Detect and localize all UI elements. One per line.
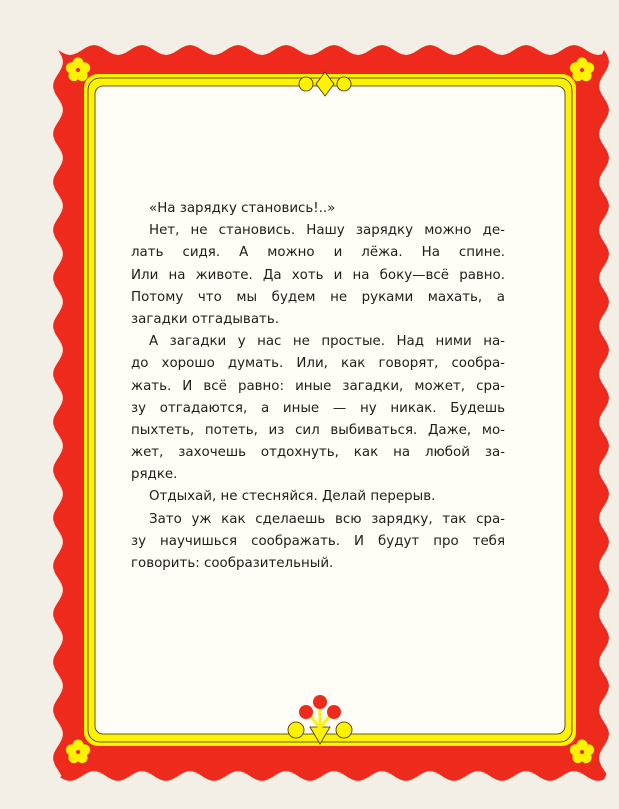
text-line: до хорошо думать. Или, как говорят, сообра-	[131, 356, 505, 372]
text-line: зу научишься соображать. И будут про тебя	[131, 533, 505, 549]
text-line: Потому что мы будем не руками махать, а	[131, 289, 505, 305]
text-line: пыхтеть, потеть, из сил выбиваться. Даже, мо-	[131, 422, 505, 438]
text-line: лать сидя. А можно и лёжа. На спине.	[131, 245, 505, 261]
text-line: «На зарядку становись!..»	[149, 201, 336, 216]
text-line: рядке.	[131, 467, 178, 483]
text-line: Нет, не становись. Нашу зарядку можно де-	[149, 223, 505, 239]
text-line: зу отгадаются, а иные — ну никак. Будешь	[131, 400, 505, 416]
text-line: жать. И всё равно: иные загадки, может, сра-	[131, 378, 505, 394]
story-text	[131, 198, 505, 575]
text-line: жет, захочешь отдохнуть, как на любой за-	[131, 445, 505, 461]
text-line: Отдыхай, не стесняйся. Делай перерыв.	[149, 489, 436, 505]
text-line: А загадки у нас не простые. Над ними на-	[149, 334, 505, 350]
text-line: Или на животе. Да хоть и на боку—всё равно.	[131, 267, 505, 283]
text-line: говорить: сообразительный.	[131, 556, 334, 571]
text-line: загадки отгадывать.	[131, 311, 279, 327]
text-line: Зато уж как сделаешь всю зарядку, так сра-	[149, 511, 505, 527]
